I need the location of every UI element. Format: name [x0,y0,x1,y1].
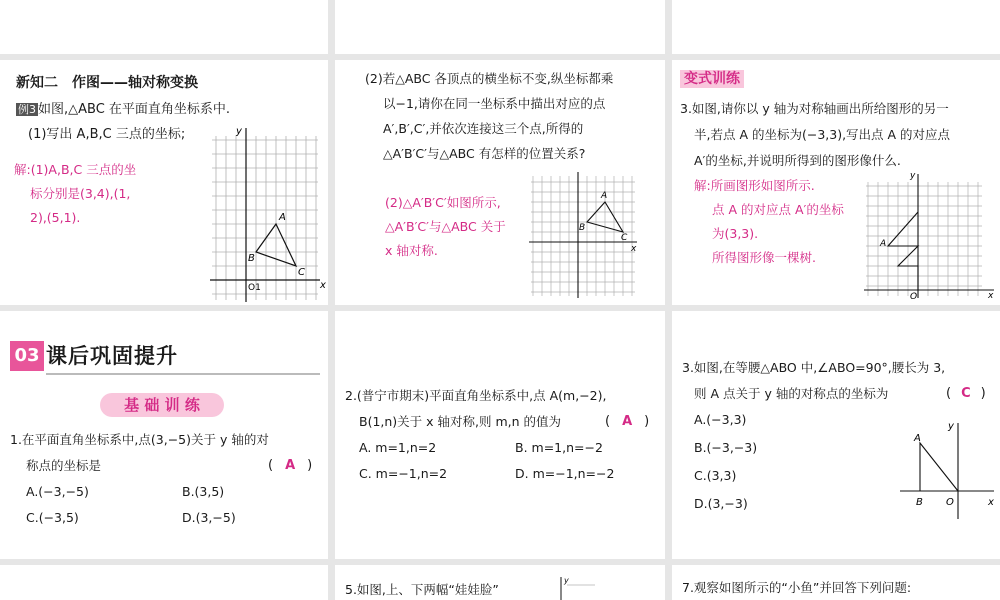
question-1-line-2: 称点的坐标是 [26,458,102,473]
card-top-right [672,0,1000,54]
answer-3-line-1: 解:所画图形如图所示. [694,178,815,193]
grid-lines-2 [531,176,635,296]
label-a-3: A [880,239,887,249]
label-o-3: O [910,292,918,300]
variant-tag: 变式训练 [680,70,744,88]
triangle-abo-figure [898,419,998,523]
option-a-3: A.(−3,3) [694,412,747,427]
answer-line-3: 2),(5,1). [30,210,81,225]
question-2-line-b: B(1,n)关于 x 轴对称,则 m,n 的值为 [359,414,562,429]
question-2-line-1: (2)若△ABC 各顶点的横坐标不变,纵坐标都乘 [365,71,614,86]
option-b-3: B.(−3,−3) [694,440,758,455]
answer-bracket-3: ( C ) [946,386,986,401]
basic-training-heading: 基 础 训 练 [100,393,224,417]
option-c-3: C.(3,3) [694,468,737,483]
label-y-4: y [948,421,954,432]
question-2-line-2: 以−1,请你在同一坐标系中描出对应的点 [383,96,606,111]
question-3-line-1: 3.如图,请你以 y 轴为对称轴画出所给图形的另一 [680,101,949,116]
label-x-2: x [631,244,637,254]
example-badge: 例3 如图,△ABC 在平面直角坐标系中. [18,102,231,117]
section-number: 03 [10,341,44,371]
option-a: A.(−3,−5) [26,484,89,499]
tree-graph [862,172,998,300]
question-2-line-a: 2.(普宁市期末)平面直角坐标系中,点 A(m,−2), [345,388,607,403]
option-d: D.(3,−5) [182,510,236,525]
question-7-line: 7.观察如图所示的“小鱼”并回答下列问题: [682,580,912,595]
option-b: B.(3,5) [182,484,225,499]
label-b-2: B [579,223,586,233]
option-d-2: D. m=−1,n=−2 [515,466,615,481]
answer-3-line-3: 为(3,3). [712,226,759,241]
label-x-3: x [988,291,994,300]
coordinate-graph-reflection [529,170,639,300]
answer-line-1: 解:(1)A,B,C 三点的坐 [14,162,137,177]
option-c: C.(−3,5) [26,510,79,525]
question-2-line-3: A′,B′,C′,并依次连接这三个点,所得的 [383,121,584,136]
question-3b-line-1: 3.如图,在等腰△ABO 中,∠ABO=90°,腰长为 3, [682,360,946,375]
answer-line-2: 标分别是(3,4),(1, [30,186,131,201]
answer-3-line-4: 所得图形像一棵树. [712,250,816,265]
label-y-3: y [910,172,916,181]
question-3-line-3: A′的坐标,并说明所得到的图形像什么. [694,153,901,168]
card-after-class [0,311,328,559]
card-variant-training [672,60,1000,305]
option-a-2: A. m=1,n=2 [359,440,437,455]
label-b-4: B [916,497,923,508]
card-question-3 [672,311,1000,559]
label-origin: O1 [248,283,261,293]
card-bottom-right [672,565,1000,600]
label-a: A [279,212,286,223]
answer-2-line-3: x 轴对称. [385,243,438,258]
section-header-title: 课后巩固提升 [46,344,178,368]
question-3-line-2: 半,若点 A 的坐标为(−3,3),写出点 A 的对应点 [694,127,951,142]
coordinate-graph-abc [208,122,326,304]
option-c-2: C. m=−1,n=2 [359,466,448,481]
option-d-3: D.(3,−3) [694,496,748,511]
label-c-2: C [621,233,628,243]
label-a-4: A [914,433,921,444]
card-top-left [0,0,328,54]
label-x: x [320,280,326,291]
card-question-2 [335,311,665,559]
label-y-5: y [564,576,569,585]
question-1-line-1: 1.在平面直角坐标系中,点(3,−5)关于 y 轴的对 [10,432,269,447]
label-x-4: x [988,497,994,508]
half-tree-shape [888,212,918,290]
question-3b-line-2: 则 A 点关于 y 轴的对称点的坐标为 [694,386,889,401]
answer-bracket-1: ( A ) [268,458,313,473]
label-o-4: O [946,497,954,508]
label-y: y [236,126,242,137]
label-b: B [248,253,255,264]
card-bottom-left [0,565,328,600]
card-bottom-mid [335,565,665,600]
label-a-2: A [601,191,608,201]
question-1: (1)写出 A,B,C 三点的坐标; [28,127,186,142]
card-top-mid [335,0,665,54]
card-example-3 [0,60,328,305]
triangle-abo [920,443,958,491]
face-figure-partial [555,575,595,600]
answer-3-line-2: 点 A 的对应点 A′的坐标 [712,202,844,217]
card-example-3-part2 [335,60,665,305]
section-header [10,341,320,371]
section-title: 新知二 作图——轴对称变换 [16,75,198,91]
answer-bracket-2: ( A ) [605,414,650,429]
label-c: C [298,267,305,278]
answer-2-line-2: △A′B′C′与△ABC 关于 [385,219,506,234]
section-header-rule [46,373,320,375]
option-b-2: B. m=1,n=−2 [515,440,603,455]
answer-2-line-1: (2)△A′B′C′如图所示, [385,195,501,210]
question-2-line-4: △A′B′C′与△ABC 有怎样的位置关系? [383,146,586,161]
question-5-line: 5.如图,上、下两幅“娃娃脸” [345,582,499,597]
